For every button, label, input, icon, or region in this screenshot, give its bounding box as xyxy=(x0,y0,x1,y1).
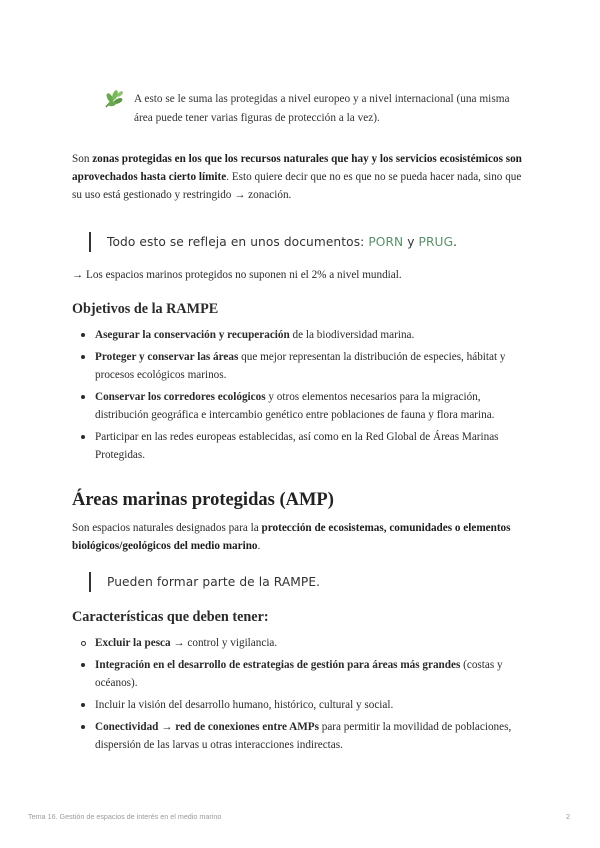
characteristics-list xyxy=(78,634,526,758)
objectives-list xyxy=(78,326,526,468)
amp-intro-suffix: . xyxy=(257,540,261,552)
quote-prefix: Todo esto se refleja en unos documentos: xyxy=(107,235,369,249)
list-item xyxy=(78,718,526,754)
footer-title: Tema 16. Gestión de espacios de interés en el medio marino xyxy=(28,812,222,821)
quote-documents xyxy=(89,232,457,252)
item-text: y otros elementos necesarios para la migración, distribución geográfica e intercambio genético entre poblaciones de fauna y flora marina. xyxy=(95,391,495,421)
marine-note: → Los espacios marinos protegidos no suponen ni el 2% a nivel mundial. xyxy=(72,269,402,281)
list-item xyxy=(78,634,526,652)
porn-term: PORN xyxy=(368,235,404,249)
item-bold: Conectividad xyxy=(95,721,159,733)
item-text: Participar en las redes europeas establecidas, así como en la Red Global de Áreas Marinas Protegidas. xyxy=(95,431,499,461)
list-item xyxy=(78,428,526,464)
quote-rampe: Pueden formar parte de la RAMPE. xyxy=(89,572,320,592)
item-bold: red de conexiones entre AMPs xyxy=(175,721,319,733)
intro-bold: zonas protegidas en los que los recursos naturales que hay y los servicios ecosistémicos son aprovechados hasta cierto límite xyxy=(72,153,522,183)
item-bold: Asegurar la conservación y recuperación xyxy=(95,329,290,341)
objectives-heading: Objetivos de la RAMPE xyxy=(72,301,219,317)
item-text: → control y vigilancia. xyxy=(170,637,278,649)
amp-heading: Áreas marinas protegidas (AMP) xyxy=(72,490,334,510)
page-number: 2 xyxy=(566,812,570,821)
item-text: de la biodiversidad marina. xyxy=(289,329,415,341)
item-text: → xyxy=(158,721,176,733)
leaf-icon xyxy=(103,88,125,110)
characteristics-heading: Características que deben tener: xyxy=(72,609,269,625)
item-bold: Proteger y conservar las áreas xyxy=(95,351,239,363)
list-item xyxy=(78,696,526,714)
intro-paragraph xyxy=(72,150,532,204)
amp-intro-bold: protección de ecosistemas, comunidades o elementos biológicos/geológicos del medio marino xyxy=(72,522,511,552)
intro-suffix: . Esto quiere decir que no es que no se pueda hacer nada, sino que su uso está gestionado y restringido → zonación. xyxy=(72,171,522,201)
list-item xyxy=(78,388,526,424)
item-text: que mejor representan la distribución de especies, hábitat y procesos ecológicos marinos. xyxy=(95,351,506,381)
item-bold: Integración en el desarrollo de estrategias de gestión para áreas más grandes xyxy=(95,659,461,671)
intro-prefix: Son xyxy=(72,153,93,165)
item-text: (costas y océanos). xyxy=(95,659,503,689)
quote-suffix: . xyxy=(453,235,458,249)
amp-intro-prefix: Son espacios naturales designados para la xyxy=(72,522,262,534)
list-item xyxy=(78,348,526,384)
prug-term: PRUG xyxy=(418,235,454,249)
item-bold: Excluir la pesca xyxy=(95,637,171,649)
callout-text: A esto se le suma las protegidas a nivel europeo y a nivel internacional (una misma área puede tener varias figuras de protección a la vez). xyxy=(134,93,510,124)
amp-intro xyxy=(72,519,532,555)
item-text: Incluir la visión del desarrollo humano, histórico, cultural y social. xyxy=(95,699,394,711)
item-bold: Conservar los corredores ecológicos xyxy=(95,391,266,403)
list-item xyxy=(78,656,526,692)
list-item xyxy=(78,326,526,344)
quote-joiner: y xyxy=(403,235,419,249)
item-text: para permitir la movilidad de poblaciones, dispersión de las larvas u otras interacciones indirectas. xyxy=(95,721,512,751)
